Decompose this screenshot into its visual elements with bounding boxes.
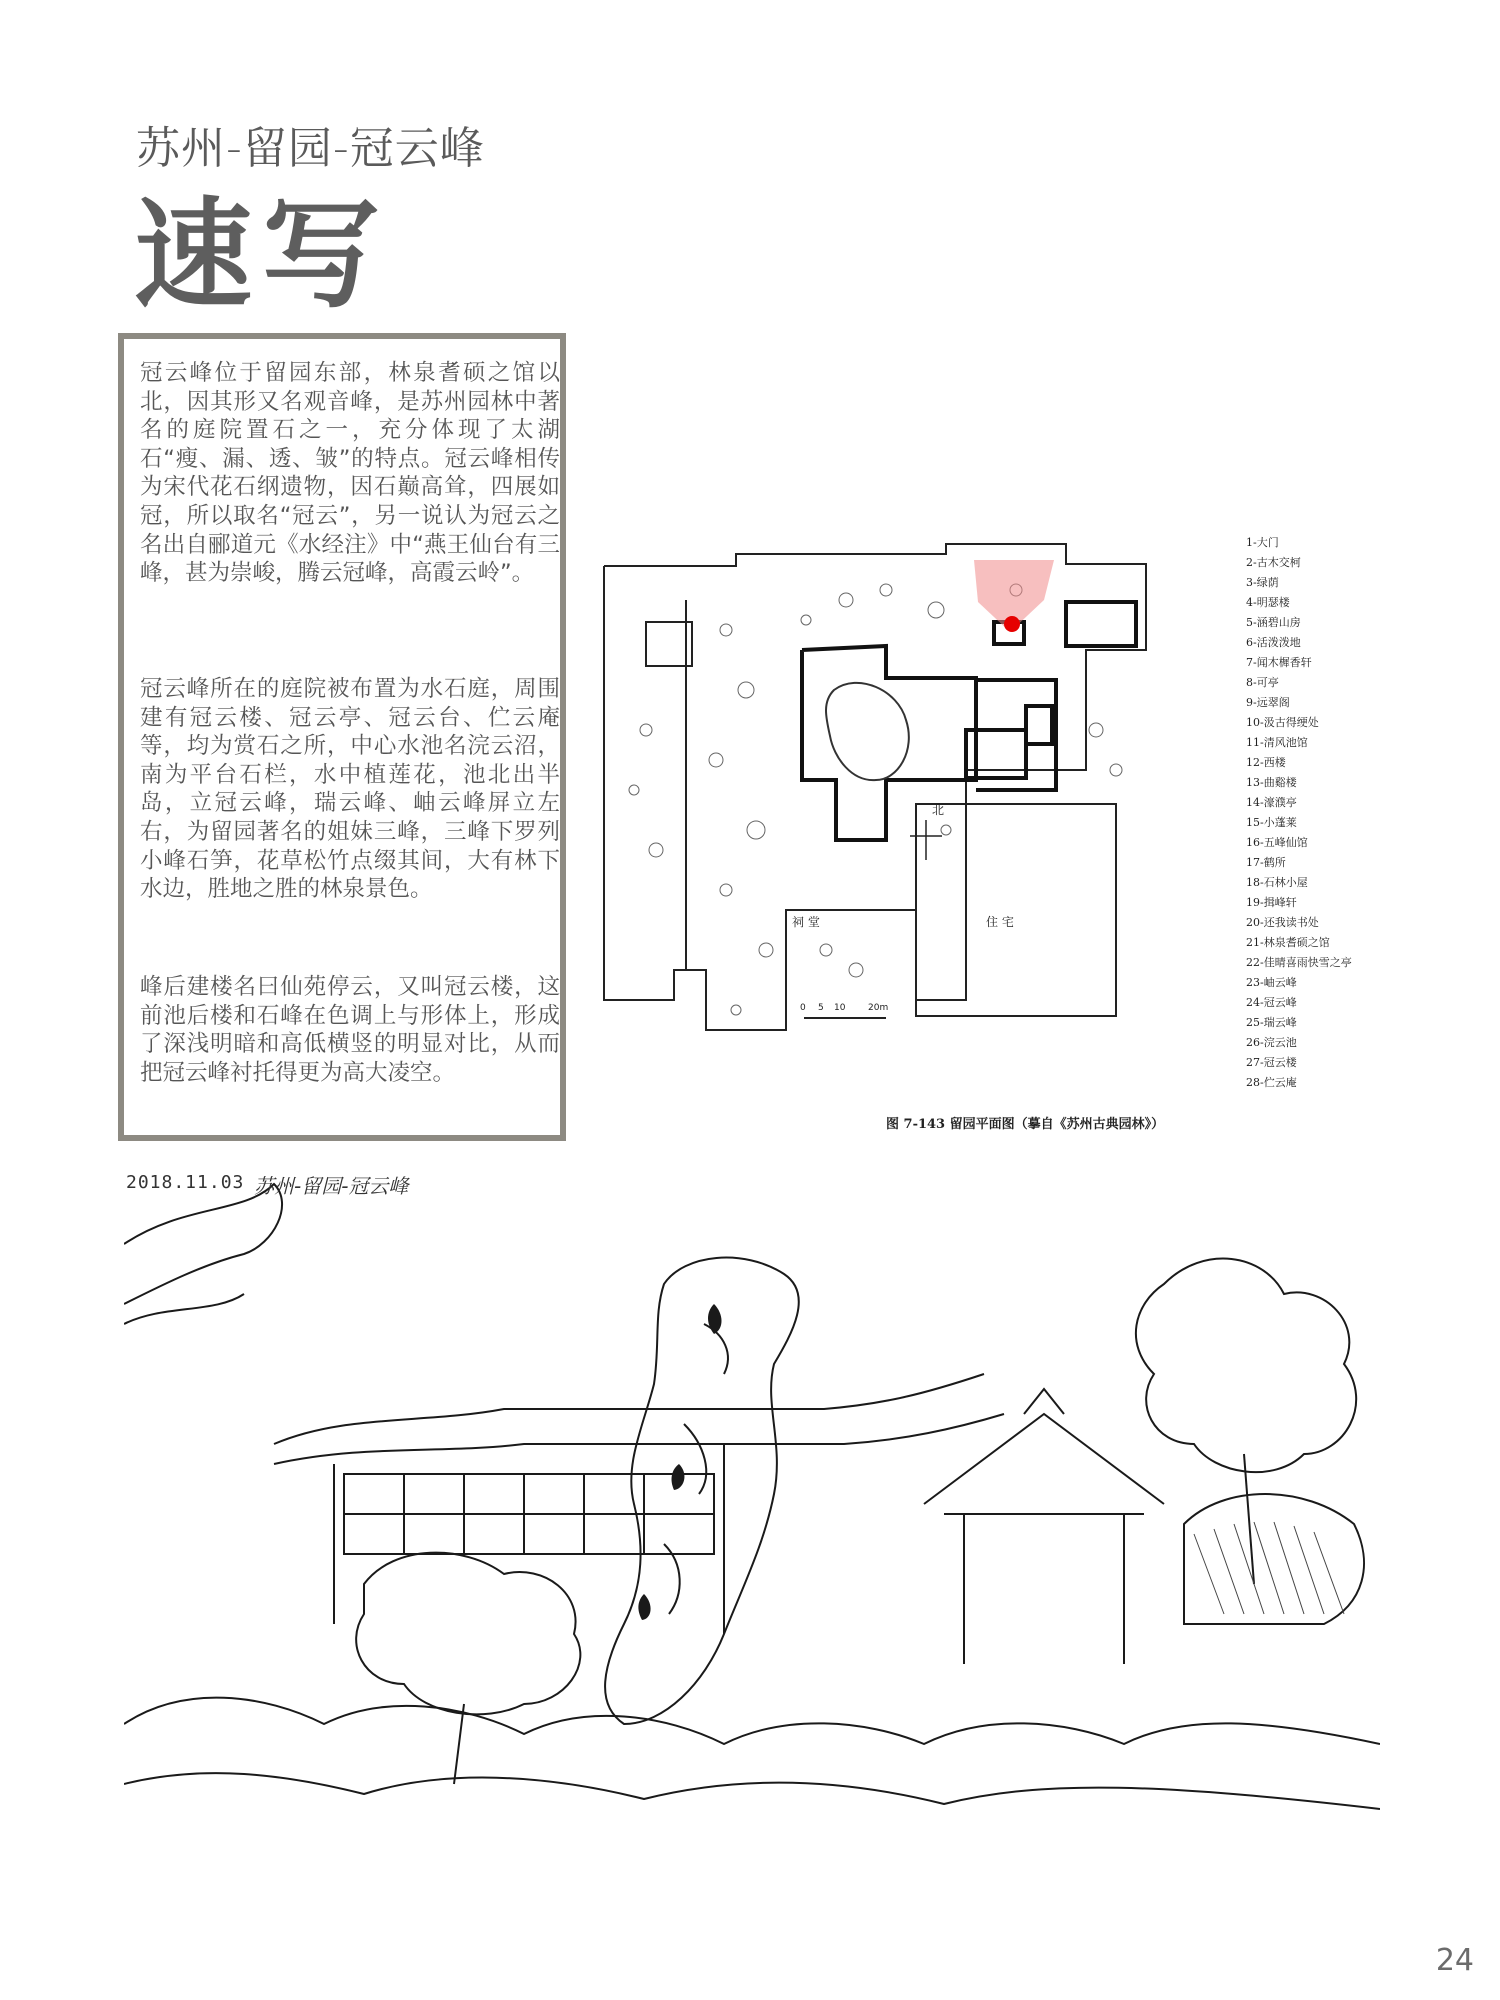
legend-item: 4-明瑟楼 — [1246, 596, 1290, 609]
legend-item: 5-涵碧山房 — [1246, 616, 1301, 629]
legend-item: 18-石林小屋 — [1246, 876, 1308, 889]
north-label: 北 — [932, 803, 945, 817]
plan-caption: 图 7-143 留园平面图（摹自《苏州古典园林》） — [886, 1117, 1165, 1132]
legend-item: 20-还我读书处 — [1246, 916, 1319, 929]
legend-item: 22-佳晴喜雨快雪之亭 — [1246, 956, 1352, 969]
page-title: 速写 — [134, 185, 391, 324]
legend-item: 23-岫云峰 — [1246, 976, 1297, 989]
page-subtitle: 苏州-留园-冠云峰 — [136, 123, 485, 174]
legend-item: 3-绿荫 — [1246, 576, 1279, 589]
legend-item: 25-瑞云峰 — [1246, 1016, 1297, 1029]
sketch-date: 2018.11.03 — [126, 1172, 245, 1193]
legend-item: 1-大门 — [1246, 536, 1279, 549]
legend-item: 28-伫云庵 — [1246, 1076, 1297, 1089]
scale-label-20m: 20m — [868, 1003, 889, 1013]
legend-item: 16-五峰仙馆 — [1246, 836, 1308, 849]
legend-item: 24-冠云峰 — [1246, 996, 1297, 1009]
legend-item: 21-林泉耆硕之馆 — [1246, 936, 1330, 949]
description-paragraph-3: 峰后建楼名曰仙苑停云，又叫冠云楼，这前池后楼和石峰在色调上与形体上，形成了深浅明暗和高低横竖的明显对比，从而把冠云峰衬托得更为高大凌空。 — [140, 974, 560, 1086]
area-label-residence: 住 宅 — [986, 915, 1014, 929]
sketch-caption: 苏州-留园-冠云峰 — [254, 1174, 409, 1198]
legend-item: 14-濠濮亭 — [1246, 796, 1297, 809]
legend-item: 26-浣云池 — [1246, 1036, 1297, 1049]
legend-item: 15-小蓬莱 — [1246, 816, 1297, 829]
garden-sketch-illustration — [124, 1164, 1380, 1844]
description-box — [118, 333, 566, 1141]
legend-item: 6-活泼泼地 — [1246, 636, 1301, 649]
legend-item: 2-古木交柯 — [1246, 556, 1301, 569]
legend-item: 13-曲谿楼 — [1246, 776, 1297, 789]
legend-item: 8-可亭 — [1246, 676, 1279, 689]
page-number: 24 — [1435, 1943, 1474, 1978]
legend-item: 11-清风池馆 — [1246, 736, 1308, 749]
legend-item: 10-汲古得绠处 — [1246, 716, 1319, 729]
legend-item: 19-揖峰轩 — [1246, 896, 1297, 909]
scale-label-0: 0 — [800, 1003, 806, 1013]
description-paragraph-2: 冠云峰所在的庭院被布置为水石庭，周围建有冠云楼、冠云亭、冠云台、伫云庵等，均为赏石之所，中心水池名浣云沼，南为平台石栏，水中植莲花，池北出半岛，立冠云峰，瑞云峰、岫云峰屏立左右，为留园著名的姐妹三峰，三峰下罗列小峰石笋，花草松竹点缀其间，大有林下水边，胜地之胜的林泉景色。 — [140, 676, 560, 903]
garden-plan-map — [586, 530, 1382, 1140]
guanyun-peak-marker — [1004, 616, 1020, 632]
scale-label-5: 5 — [818, 1003, 824, 1013]
legend-item: 27-冠云楼 — [1246, 1056, 1297, 1069]
description-paragraph-1: 冠云峰位于留园东部，林泉耆硕之馆以北，因其形又名观音峰，是苏州园林中著名的庭院置石之一，充分体现了太湖石“瘦、漏、透、皱”的特点。冠云峰相传为宋代花石纲遗物，因石巅高耸，四展如冠，所以取名“冠云”，另一说认为冠云之名出自郦道元《水经注》中“燕王仙台有三峰，甚为崇峻，腾云冠峰，高霞云岭”。 — [140, 360, 560, 587]
legend-item: 9-远翠阁 — [1246, 696, 1290, 709]
scale-label-10: 10 — [834, 1003, 846, 1013]
area-label-ancestral-hall: 祠 堂 — [792, 915, 820, 929]
legend-item: 7-闻木樨香轩 — [1246, 656, 1312, 669]
legend-item: 17-鹤所 — [1246, 856, 1286, 869]
legend-item: 12-西楼 — [1246, 756, 1286, 769]
